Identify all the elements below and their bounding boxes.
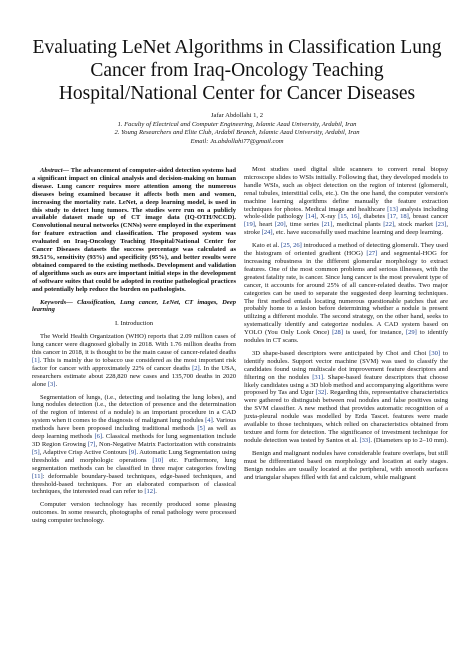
paragraph-text: . — [155, 488, 157, 496]
paragraph-text: . Classical methods for lung segmentation include 3D Region Growing — [32, 433, 237, 448]
paragraph-text: The World Health Organization (WHO) reports that 2.09 million cases of lung cancer were diagnosed globally in 2018. With 1.76 million deaths from this cancer in 2018, it is thought to be the main cause of cancer-related deaths — [32, 333, 236, 357]
citation-link[interactable]: [12] — [144, 488, 156, 496]
body-paragraph — [32, 501, 236, 525]
paragraph-text: Computer version technology has recently produced some pleasing outcomes. In some research, photographs of renal pathology were processed using computer technology. — [32, 501, 236, 525]
paragraph-text: analysis including whole-slide pathology — [244, 205, 448, 221]
paragraph-text: to identify nodules. Support vector machine (SVM) was used to classify the candidates found using multiscale dot improvement feature descriptors and filtering on the nodules — [244, 349, 448, 381]
paragraph-text: Most studies used digital slide scanners to convert renal biopsy microscope slides to WSIs initially. Following that, they developed models to handle WSIs, such as object detection on the region of interest (glomeruli, renal tubules, interstitial cells, etc.). On the one hand, the computer version's machine learning algorithms define manually the feature extraction techniques for photos. Medical image and healthcare — [244, 166, 448, 213]
abstract-label: Abstract— — [40, 167, 70, 174]
citation-link[interactable]: [6] — [94, 433, 103, 441]
paragraph-text: , breast cancer — [408, 213, 448, 221]
body-paragraph — [244, 350, 448, 445]
citation-link[interactable]: [4] — [205, 417, 213, 425]
citation-link[interactable]: [14] — [305, 213, 317, 221]
citation-link[interactable]: [28] — [332, 329, 344, 337]
citation-link[interactable]: [5] — [32, 448, 40, 456]
paragraph-text: is used, for instance, — [343, 329, 406, 337]
right-paragraphs — [244, 166, 448, 481]
citation-link[interactable]: [33] — [359, 436, 371, 444]
paragraph-text: , Non-Negative Matrix Factorization with constraints — [95, 441, 236, 448]
citation-link[interactable]: [2] — [192, 364, 200, 372]
author-name: Jafar Abdollahi 1, 2 — [210, 112, 263, 119]
citation-link[interactable]: [22] — [383, 221, 395, 229]
author-block — [20, 112, 454, 146]
paragraph-text: Segmentation of lungs, (i.e., detecting and isolating the lung lobes), and lung nodules detection (i.e., the detection of presence and the determination of the region of interest of a nodule) is an important procedure in a CAD system when it comes to the diagnosis of malignant lung nodules — [32, 393, 236, 425]
citation-link[interactable]: [13] — [387, 205, 398, 213]
citation-link[interactable]: [24] — [261, 229, 273, 237]
citation-link[interactable]: [25, 26] — [280, 242, 302, 250]
citation-link[interactable]: [15, 16] — [338, 213, 360, 221]
body-paragraph — [244, 242, 448, 345]
paragraph-text: . Automatic Lung Segmentation using thresholds and morphologic operations — [32, 448, 237, 464]
paragraph-text: , stock market — [394, 221, 436, 229]
paragraph-text: , medicinal plants — [332, 221, 384, 229]
abstract — [32, 167, 236, 294]
citation-link[interactable]: [11] — [32, 472, 43, 480]
citation-link[interactable]: [31] — [312, 373, 324, 381]
citation-link[interactable]: [30] — [429, 349, 441, 357]
citation-link[interactable]: [3] — [47, 380, 56, 388]
citation-link[interactable]: [21] — [321, 221, 333, 229]
paragraph-text: and segmental-HOG for increasing robustness in the different glomerular morphology to extract features. One of the most common problems and serious illnesses, with the greatest fatality rate, is cancer. Since lung cancer is the most prevalent type of cancer, it accounts for around 25% of all cancer-related deaths. Two major categories can be used to separate the suggested deep learning techniques. The first method entails locating numerous questionable patches that are probably home to a lesion before determining whether a nodule is present utilizing a different module. The second strategy, on the other hand, seeks to systematically identify and categorize nodules. A CAD system based on YOLO (You Only Look Once) — [244, 250, 449, 337]
paragraph-text: , diabetes — [359, 213, 388, 221]
paragraph-text: 3D shape-based descriptors were anticipated by Choi and Choi — [252, 349, 430, 357]
paper-title: Evaluating LeNet Algorithms in Classification Lung Cancer from Iraq-Oncology Teaching Hospital/National Center for Cancer Diseases — [32, 37, 442, 104]
paragraph-text: introduced a method of detecting glomeruli. They used the histogram of oriented gradient (HOG) — [244, 242, 448, 258]
keywords: Keywords— Classification, Lung cancer, LeNet, CT images, Deep learning — [32, 298, 236, 314]
affiliation-1: 1. Faculty of Electrical and Computer Engineering, Islamic Azad University, Ardabil, Iran — [117, 120, 357, 128]
left-column — [32, 167, 236, 530]
paragraph-text: : deformable boundary-based techniques, edge-based techniques, and threshold-based techniques. For an elaborated comparison of classical techniques, the interested read can refer to — [32, 472, 236, 496]
paragraph-text: , heart — [254, 221, 275, 229]
citation-link[interactable]: [27] — [366, 250, 378, 258]
body-paragraph — [244, 450, 448, 482]
paragraph-text: , X-ray — [316, 213, 339, 221]
citation-link[interactable]: [10] — [152, 456, 164, 464]
citation-link[interactable]: [20] — [274, 221, 286, 229]
citation-link[interactable]: [23] — [435, 221, 447, 229]
section-heading-introduction: I. Introduction — [114, 320, 154, 328]
paragraph-text: Kato et al. — [252, 242, 281, 250]
paragraph-text: etc. Furthermore, lung segmentation methods can be classified in three major categories fowling — [32, 456, 236, 472]
left-paragraphs — [32, 333, 236, 525]
paragraph-text: , stroke — [244, 221, 449, 237]
citation-link[interactable]: [32] — [315, 389, 327, 397]
paragraph-text: . Various methods have been proposed including traditional methods — [32, 417, 236, 433]
body-paragraph — [244, 166, 448, 237]
paragraph-text: , etc. have successfully used machine learning and deep learning. — [272, 229, 444, 237]
paragraph-text: . (Diameters up to 2–10 mm). — [370, 436, 449, 444]
paragraph-text: . Shape-based feature descriptors that choose likely candidates using a 3D blob method and accompanying algorithms were proposed by Tas and Ugur — [244, 373, 448, 397]
abstract-text: The advancement of computer-aided detection systems had a significant impact on clinical analysis and decision-making on human disease. Lung cancer requires more attention among the numerous diseases being examined because it affects both men and women, increasing the mortality rate. LeNet, a deep learning model, is used in this study to detect lung tumors. The studies were run on a publicly available dataset made up of CT image data (IQ-OTH/NCCD). Convolutional neural networks (CNNs) were employed in the experiment for feature extraction and classification. The proposed system was evaluated on Iraq-Oncology Teaching Hospital/National Center for Cancer Diseases datasets the success percentage was calculated as 99.51%, sensitivity (93%) and specificity (95%), and better results were obtained compared to the existing methods. Development and validation of algorithms such as ours are important initial steps in the development of software suites that could be adopted in routine pathological practices and potentially help reduce the burden on pathologists. — [32, 167, 236, 293]
paragraph-text: . Regarding this, representative characteristics were gathered to distinguish between real nodules and false positives using the SVM classifier. A new method that provides automatic recognition of a juxta-pleural nodule was modelled by Erda Tascet. features were made available to those techniques, which relied on characteristics obtained from texture and form for detection. The significance of investment technique for nodule detection was tested by Santos et al. — [244, 389, 448, 444]
paragraph-text: as well as deep learning methods — [32, 425, 236, 441]
affiliation-2: 2. Young Researchers and Elite Club, Ardabil Branch, Islamic Azad University, Ardabil, Iran — [114, 129, 360, 137]
citation-link[interactable]: [29] — [405, 329, 417, 337]
paragraph-text: . — [55, 380, 58, 388]
citation-link[interactable]: [7] — [87, 441, 96, 448]
paragraph-text: Benign and malignant nodules have considerable feature overlaps, but still must be differentiated based on morphology and location at early stages. Benign nodules are usually located at the peripheral, with smooth surfaces and triangular shapes filled with fat and calcium, while malignant — [244, 449, 448, 481]
paragraph-text: , time series — [285, 221, 322, 229]
paragraph-text: to identify nodules in CT scans. — [244, 329, 448, 345]
paragraph-text: . This is mainly due to tobacco use considered as the most important risk factor for cancer with approximately 22% of cancer deaths — [32, 356, 236, 372]
paragraph-text: , Adaptive Crisp Active Contours — [39, 448, 129, 456]
paragraph-text: . In the USA, researchers estimate about 228,820 new cases and 135,700 deaths in 2020 alone — [32, 364, 237, 388]
citation-link[interactable]: [19] — [244, 221, 255, 229]
body-paragraph — [32, 394, 236, 497]
citation-link[interactable]: [1] — [32, 356, 40, 364]
citation-link[interactable]: [17, 18] — [387, 213, 409, 221]
citation-link[interactable]: [9] — [128, 448, 137, 456]
citation-link[interactable]: [5] — [197, 425, 205, 433]
right-column — [244, 166, 448, 486]
body-paragraph — [32, 333, 236, 388]
author-email: Email: Ja.abdollahi77@gmail.com — [190, 137, 284, 145]
